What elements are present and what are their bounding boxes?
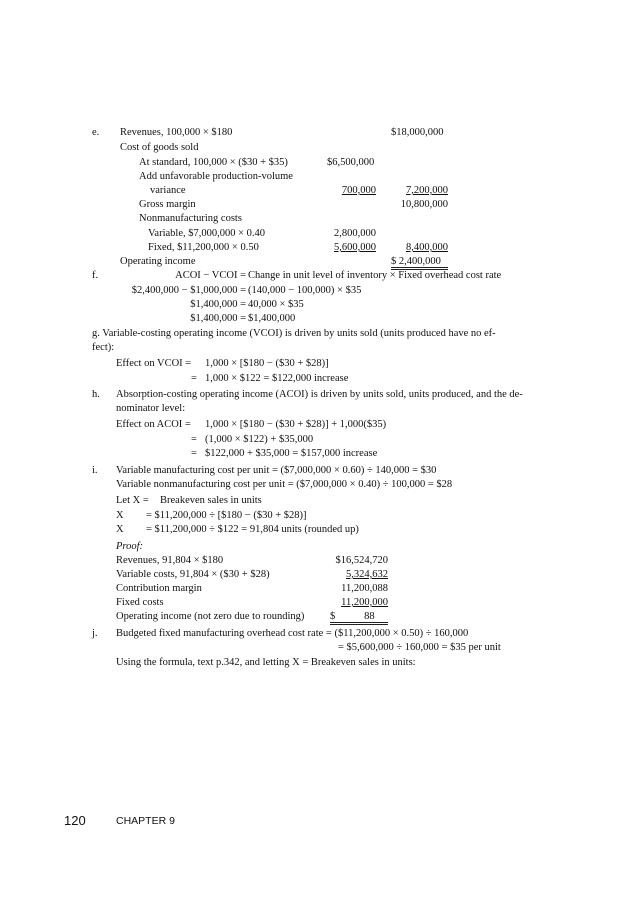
i-proof-revenues-amount: $16,524,720 [335, 555, 388, 566]
j-line-3: Using the formula, text p.342, and letting X = Breakeven sales in units: [116, 657, 416, 668]
i-line-1: Variable manufacturing cost per unit = ($7,000,000 × 0.60) ÷ 140,000 = $30 [116, 465, 437, 476]
f-rhs-2: (140,000 − 100,000) × $35 [248, 285, 362, 296]
e-variable-amount: 2,800,000 [334, 228, 376, 239]
section-h-marker: h. [92, 389, 100, 400]
i-proof-operating-income-label: Operating income (not zero due to rounding) [116, 611, 305, 622]
f-rhs-3: 40,000 × $35 [248, 299, 304, 310]
h-equation-3-sign: = [191, 448, 197, 459]
h-paragraph-line-2: nominator level: [116, 403, 186, 414]
g-equation-2-sign: = [191, 373, 197, 384]
i-proof-contribution-margin-label: Contribution margin [116, 583, 202, 594]
section-f-marker: f. [92, 270, 99, 281]
h-effect-label: Effect on ACOI = [116, 419, 191, 430]
g-equation-2: 1,000 × $122 = $122,000 increase [205, 373, 349, 384]
e-cogs-label: Cost of goods sold [120, 142, 199, 153]
e-fixed-label: Fixed, $11,200,000 × 0.50 [148, 242, 259, 253]
g-paragraph-line-1: g. Variable-costing operating income (VCOI) is driven by units sold (units produced have no ef- [92, 328, 496, 339]
g-paragraph-line-2: fect): [92, 342, 115, 353]
i-line-2: Variable nonmanufacturing cost per unit = ($7,000,000 × 0.40) ÷ 100,000 = $28 [116, 479, 453, 490]
i-proof-operating-income-amount: $ 88 [330, 611, 388, 625]
j-line-2: = $5,600,000 ÷ 160,000 = $35 per unit [338, 642, 501, 653]
e-revenues-amount: $18,000,000 [391, 127, 444, 138]
e-variable-label: Variable, $7,000,000 × 0.40 [148, 228, 266, 239]
e-at-standard-label: At standard, 100,000 × ($30 + $35) [139, 157, 288, 168]
e-variance-amount: 700,000 [341, 185, 376, 196]
section-j-marker: j. [92, 628, 98, 639]
i-proof-fixed-costs-label: Fixed costs [116, 597, 164, 608]
chapter-label: CHAPTER 9 [116, 815, 175, 827]
i-proof-heading: Proof: [116, 541, 144, 552]
h-equation-3: $122,000 + $35,000 = $157,000 increase [205, 448, 378, 459]
e-revenues-label: Revenues, 100,000 × $180 [120, 127, 233, 138]
e-cogs-total: 7,200,000 [406, 185, 448, 196]
f-rhs-1: Change in unit level of inventory × Fixed overhead cost rate [248, 270, 502, 281]
f-lhs-3: $1,400,000 = [190, 299, 246, 310]
f-lhs-1: ACOI − VCOI = [175, 270, 246, 281]
e-fixed-amount: 5,600,000 [334, 242, 376, 253]
h-paragraph-line-1: Absorption-costing operating income (ACOI) is driven by units sold, units produced, and the de- [116, 389, 523, 400]
g-equation-1: 1,000 × [$180 − ($30 + $28)] [205, 358, 329, 369]
i-proof-contribution-margin-amount: 11,200,088 [341, 583, 388, 594]
i-x-equation-1: = $11,200,000 ÷ [$180 − ($30 + $28)] [146, 510, 307, 521]
e-at-standard-amount: $6,500,000 [327, 157, 375, 168]
e-variance-label: variance [150, 185, 186, 196]
section-i-marker: i. [92, 465, 98, 476]
h-equation-2: (1,000 × $122) + $35,000 [205, 434, 314, 445]
i-proof-fixed-costs-amount: 11,200,000 [341, 597, 388, 608]
page-number: 120 [64, 813, 86, 828]
e-add-unfavorable-label: Add unfavorable production-volume [139, 171, 293, 182]
e-gross-margin-amount: 10,800,000 [400, 199, 448, 210]
e-gross-margin-label: Gross margin [139, 199, 196, 210]
h-equation-1: 1,000 × [$180 − ($30 + $28)] + 1,000($35) [205, 419, 387, 430]
g-effect-label: Effect on VCOI = [116, 358, 192, 369]
f-rhs-4: $1,400,000 [248, 313, 296, 324]
section-e-marker: e. [92, 127, 100, 138]
i-proof-variable-costs-amount: 5,324,632 [346, 569, 388, 580]
i-x-symbol-1: X [116, 510, 124, 521]
e-nonmfg-total: 8,400,000 [406, 242, 448, 253]
i-proof-revenues-label: Revenues, 91,804 × $180 [116, 555, 224, 566]
f-lhs-2: $2,400,000 − $1,000,000 = [131, 285, 246, 296]
i-proof-variable-costs-label: Variable costs, 91,804 × ($30 + $28) [116, 569, 270, 580]
e-operating-income-amount: $ 2,400,000 [391, 256, 448, 270]
i-let-x-label: Let X = [116, 495, 149, 506]
e-nonmfg-label: Nonmanufacturing costs [139, 213, 242, 224]
j-line-1: Budgeted fixed manufacturing overhead cost rate = ($11,200,000 × 0.50) ÷ 160,000 [116, 628, 469, 639]
h-equation-2-sign: = [191, 434, 197, 445]
e-operating-income-label: Operating income [120, 256, 196, 267]
i-let-x-definition: Breakeven sales in units [160, 495, 262, 506]
i-x-symbol-2: X [116, 524, 124, 535]
f-lhs-4: $1,400,000 = [190, 313, 246, 324]
i-x-equation-2: = $11,200,000 ÷ $122 = 91,804 units (rounded up) [146, 524, 359, 535]
